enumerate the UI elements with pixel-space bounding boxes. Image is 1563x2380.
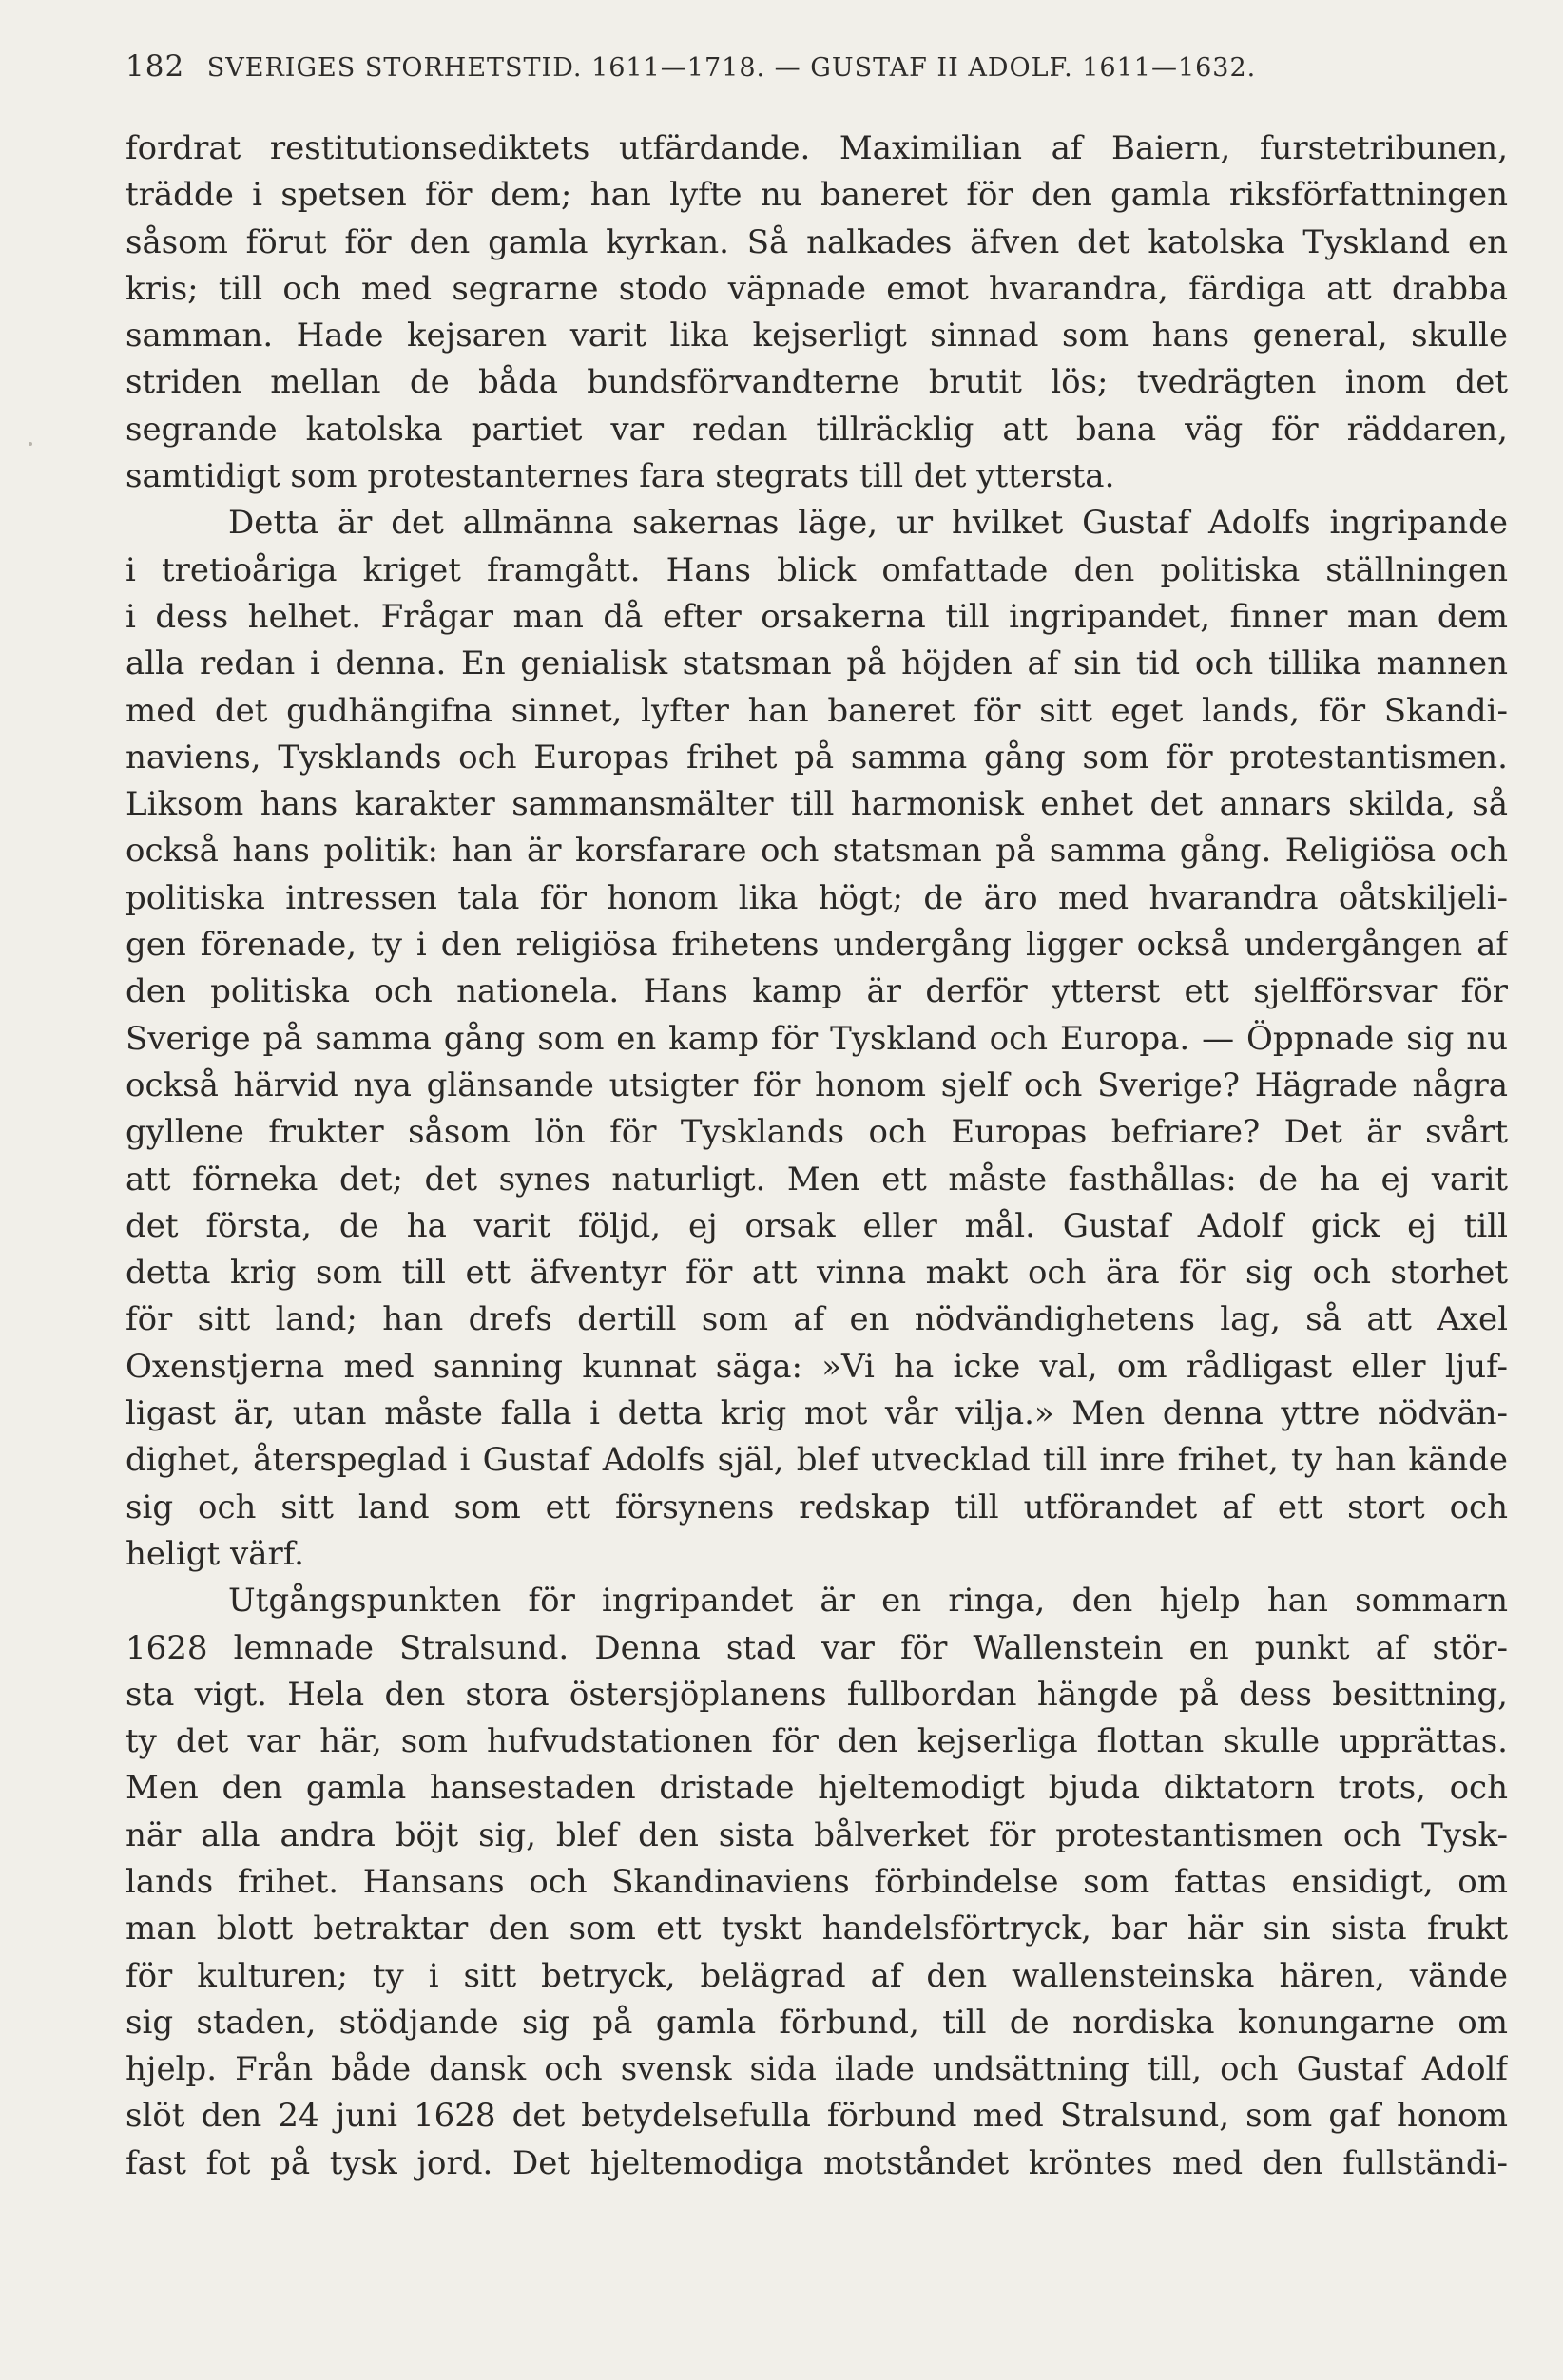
paragraph-start: Detta är det allmänna sakernas läge, ur hvilket Gustaf Adolfs ingripande — [228, 504, 1508, 543]
paragraph-start: Utgångspunkten för ingripandet är en ringa, den hjelp han sommarn — [228, 1582, 1508, 1621]
page-number: 182 — [125, 49, 185, 84]
text-line: man blott betraktar den som ett tyskt handelsförtryck, bar här sin sista frukt — [125, 1910, 1508, 1948]
text-line: heligt värf. — [125, 1534, 304, 1573]
text-line: politiska intressen tala för honom lika högt; de äro med hvarandra oåtskiljeli- — [125, 878, 1508, 917]
text-line: slöt den 24 juni 1628 det betydelsefulla förbund med Stralsund, som gaf honom — [125, 2097, 1508, 2136]
text-line: ligast är, utan måste falla i detta krig mot vår vilja.» Men denna yttre nödvän- — [125, 1394, 1508, 1433]
margin-speck — [29, 442, 32, 446]
text-line: lands frihet. Hansans och Skandinaviens förbindelse som fattas ensidigt, om — [125, 1862, 1508, 1901]
text-line: fast fot på tysk jord. Det hjeltemodiga motståndet kröntes med den fullständi- — [125, 2143, 1508, 2182]
text-line: dighet, återspeglad i Gustaf Adolfs själ, blef utvecklad till inre frihet, ty han kände — [125, 1441, 1508, 1480]
text-line: samman. Hade kejsaren varit lika kejserligt sinnad som hans general, skulle — [125, 317, 1508, 355]
text-line: trädde i spetsen för dem; han lyfte nu baneret för den gamla riksförfattningen — [125, 176, 1508, 215]
text-line: när alla andra böjt sig, blef den sista bålverket för protestantismen och Tysk- — [125, 1815, 1508, 1854]
text-line: för sitt land; han drefs dertill som af en nödvändighetens lag, så att Axel — [125, 1300, 1508, 1339]
text-line: såsom förut för den gamla kyrkan. Så nalkades äfven det katolska Tyskland en — [125, 222, 1508, 261]
body-text — [125, 125, 1508, 2187]
text-line: i dess helhet. Frågar man då efter orsakerna till ingripandet, finner man dem — [125, 597, 1508, 636]
text-line: också härvid nya glänsande utsigter för honom sjelf och Sverige? Hägrade några — [125, 1065, 1508, 1104]
text-line: för kulturen; ty i sitt betryck, belägrad af den wallensteinska hären, vände — [125, 1956, 1508, 1995]
text-line: att förneka det; det synes naturligt. Men ett måste fasthållas: de ha ej varit — [125, 1160, 1508, 1199]
text-line: gyllene frukter såsom lön för Tysklands och Europas befriare? Det är svårt — [125, 1113, 1508, 1152]
text-line: detta krig som till ett äfventyr för att vinna makt och ära för sig och storhet — [125, 1254, 1508, 1293]
text-line: alla redan i denna. En genialisk statsman på höjden af sin tid och tillika mannen — [125, 644, 1508, 683]
running-head — [125, 49, 1457, 84]
text-line: Oxenstjerna med sanning kunnat säga: »Vi ha icke val, om rådligast eller ljuf- — [125, 1347, 1508, 1386]
text-line: samtidigt som protestanternes fara stegrats till det yttersta. — [125, 457, 1115, 496]
header-title: SVERIGES STORHETSTID. 1611—1718. — GUSTAF II ADOLF. 1611—1632. — [206, 53, 1257, 83]
text-line: också hans politik: han är korsfarare och statsman på samma gång. Religiösa och — [125, 832, 1508, 871]
text-line: hjelp. Från både dansk och svensk sida ilade undsättning till, och Gustaf Adolf — [125, 2050, 1508, 2089]
text-line: segrande katolska partiet var redan tillräcklig att bana väg för räddaren, — [125, 410, 1508, 449]
text-line: naviens, Tysklands och Europas frihet på samma gång som för protestantismen. — [125, 738, 1508, 777]
text-line: med det gudhängifna sinnet, lyfter han baneret för sitt eget lands, för Skandi- — [125, 691, 1508, 730]
text-line: 1628 lemnade Stralsund. Denna stad var för Wallenstein en punkt af stör- — [125, 1628, 1508, 1667]
text-line: striden mellan de båda bundsförvandterne brutit lös; tvedrägten inom det — [125, 363, 1508, 402]
text-line: kris; till och med segrarne stodo väpnade emot hvarandra, färdiga att drabba — [125, 269, 1508, 308]
text-line: gen förenade, ty i den religiösa frihetens undergång ligger också undergången af — [125, 926, 1508, 965]
text-line: sig och sitt land som ett försynens redskap till utförandet af ett stort och — [125, 1488, 1508, 1526]
text-line: det första, de ha varit följd, ej orsak eller mål. Gustaf Adolf gick ej till — [125, 1206, 1508, 1245]
text-line: Sverige på samma gång som en kamp för Tyskland och Europa. — Öppnade sig nu — [125, 1019, 1508, 1058]
text-line: sig staden, stödjande sig på gamla förbund, till de nordiska konungarne om — [125, 2003, 1508, 2042]
text-line: ty det var här, som hufvudstationen för den kejserliga flottan skulle upprättas. — [125, 1722, 1508, 1761]
text-line: den politiska och nationela. Hans kamp är derför ytterst ett sjelfförsvar för — [125, 972, 1508, 1011]
text-line: Liksom hans karakter sammansmälter till harmonisk enhet det annars skilda, så — [125, 785, 1508, 824]
text-line: i tretioåriga kriget framgått. Hans blick omfattade den politiska ställningen — [125, 550, 1508, 589]
text-line: Men den gamla hansestaden dristade hjeltemodigt bjuda diktatorn trots, och — [125, 1769, 1508, 1808]
text-line: sta vigt. Hela den stora östersjöplanens fullbordan hängde på dess besittning, — [125, 1675, 1508, 1714]
text-line: fordrat restitutionsediktets utfärdande. Maximilian af Baiern, furstetribunen, — [125, 129, 1508, 167]
